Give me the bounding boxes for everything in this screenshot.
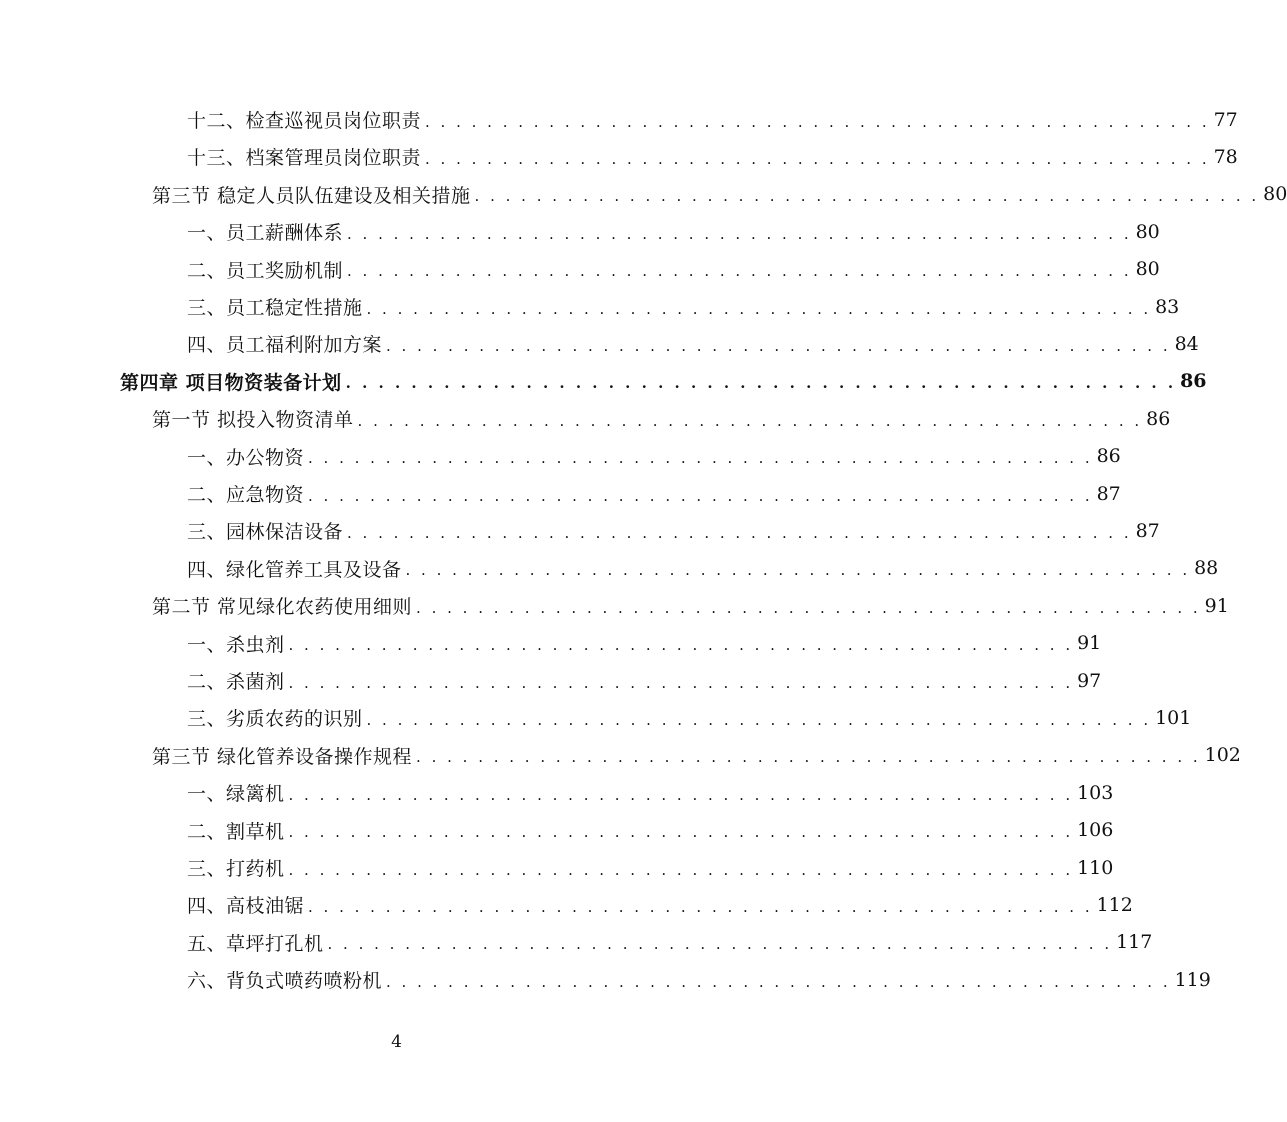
toc-entry-page: 83 [1155, 295, 1180, 318]
toc-dot-leader: . . . . . . . . . . . . . . . . . . . . . . . . . . . . . . . . . . . . . . . . . . . . . . . . . . . [357, 411, 1143, 430]
toc-entry-title: 五、草坪打孔机 [187, 932, 324, 955]
toc-entry-page: 97 [1077, 669, 1102, 692]
toc-dot-leader: . . . . . . . . . . . . . . . . . . . . . . . . . . . . . . . . . . . . . . . . . . . . . . . . . . . [347, 262, 1132, 281]
toc-entry-title: 三、劣质农药的识别 [187, 708, 363, 731]
toc-item-entry[interactable] [187, 438, 1121, 475]
toc-entry-title: 第四章 项目物资装备计划 [120, 371, 342, 394]
toc-entry-title: 四、员工福利附加方案 [187, 334, 383, 357]
toc-entry-title: 四、高枝油锯 [187, 895, 305, 918]
toc-entry-page: 101 [1155, 706, 1192, 729]
toc-dot-leader: . . . . . . . . . . . . . . . . . . . . . . . . . . . . . . . . . . . . . . . . . . . . . . . . . . . [416, 748, 1201, 767]
toc-entry-page: 84 [1174, 332, 1199, 355]
toc-entry-page: 87 [1135, 519, 1160, 542]
toc-entry-page: 86 [1180, 370, 1207, 393]
toc-dot-leader: . . . . . . . . . . . . . . . . . . . . . . . . . . . . . . . . . . . . . . . . . . . . . . . . . . . [416, 598, 1201, 617]
toc-entry-page: 110 [1077, 856, 1114, 879]
toc-dot-leader: . . . . . . . . . . . . . . . . . . . . . . . . . . . . . . . . . . . . . . . . . . . . . . . . . . . [386, 336, 1171, 355]
toc-entry-page: 112 [1096, 893, 1133, 916]
toc-dot-leader: . . . . . . . . . . . . . . . . . . . . . . . . . . . . . . . . . . . . . . . . . . . . . . . . . . . [347, 523, 1132, 542]
toc-item-entry[interactable] [187, 961, 1211, 998]
toc-dot-leader: . . . . . . . . . . . . . . . . . . . . . . . . . . . . . . . . . . . . . . . . . . . . . . . . . . . [345, 374, 1177, 393]
toc-chapter-entry[interactable] [120, 363, 1207, 400]
toc-entry-title: 四、绿化管养工具及设备 [187, 558, 402, 581]
toc-entry-title: 二、应急物资 [187, 484, 305, 506]
toc-entry-title: 第三节 绿化管养设备操作规程 [152, 745, 413, 768]
toc-entry-title: 六、背负式喷药喷粉机 [187, 970, 383, 993]
toc-item-entry[interactable] [187, 774, 1114, 811]
toc-entry-page: 80 [1135, 258, 1160, 281]
toc-entry-title: 一、办公物资 [187, 446, 305, 469]
toc-dot-leader: . . . . . . . . . . . . . . . . . . . . . . . . . . . . . . . . . . . . . . . . . . . . . . . . . . . [308, 897, 1093, 916]
toc-entry-title: 第三节 稳定人员队伍建设及相关措施 [152, 184, 471, 207]
toc-entry-title: 二、割草机 [187, 820, 285, 843]
toc-dot-leader: . . . . . . . . . . . . . . . . . . . . . . . . . . . . . . . . . . . . . . . . . . . . . . . . . . . [308, 449, 1093, 468]
toc-entry-title: 二、杀菌剂 [187, 671, 285, 693]
toc-entry-page: 117 [1116, 931, 1153, 954]
toc-item-entry[interactable] [187, 213, 1160, 250]
toc-entry-page: 86 [1146, 407, 1171, 430]
toc-item-entry[interactable] [187, 251, 1160, 288]
toc-section-entry[interactable] [152, 737, 1241, 774]
toc-item-entry[interactable] [187, 138, 1238, 175]
toc-entry-title: 三、打药机 [187, 858, 285, 880]
toc-section-entry[interactable] [152, 400, 1171, 437]
toc-item-entry[interactable] [187, 550, 1219, 587]
toc-dot-leader: . . . . . . . . . . . . . . . . . . . . . . . . . . . . . . . . . . . . . . . . . . . . . . . . . . . [425, 149, 1210, 168]
toc-entry-title: 一、员工薪酬体系 [187, 222, 344, 245]
toc-dot-leader: . . . . . . . . . . . . . . . . . . . . . . . . . . . . . . . . . . . . . . . . . . . . . . . . . . . [288, 636, 1074, 655]
toc-dot-leader: . . . . . . . . . . . . . . . . . . . . . . . . . . . . . . . . . . . . . . . . . . . . . . . . . . . [425, 112, 1210, 131]
toc-entry-title: 一、杀虫剂 [187, 633, 285, 656]
toc-entry-title: 第一节 拟投入物资清单 [152, 409, 354, 432]
toc-dot-leader: . . . . . . . . . . . . . . . . . . . . . . . . . . . . . . . . . . . . . . . . . . . . . . . . . . . [386, 972, 1171, 991]
toc-item-entry[interactable] [187, 512, 1160, 549]
toc-entry-title: 十二、检查巡视员岗位职责 [187, 110, 422, 132]
toc-dot-leader: . . . . . . . . . . . . . . . . . . . . . . . . . . . . . . . . . . . . . . . . . . . . . . . . . . . [288, 823, 1074, 842]
toc-section-entry[interactable] [152, 176, 1287, 213]
toc-dot-leader: . . . . . . . . . . . . . . . . . . . . . . . . . . . . . . . . . . . . . . . . . . . . . . . . . . . [327, 935, 1113, 954]
toc-item-entry[interactable] [187, 625, 1102, 662]
toc-entry-page: 91 [1077, 632, 1102, 655]
toc-item-entry[interactable] [187, 101, 1238, 138]
toc-item-entry[interactable] [187, 849, 1114, 886]
toc-entry-title: 一、绿篱机 [187, 783, 285, 806]
toc-item-entry[interactable] [187, 886, 1133, 923]
toc-entry-title: 第二节 常见绿化农药使用细则 [152, 596, 413, 619]
toc-entry-page: 77 [1213, 108, 1238, 131]
toc-item-entry[interactable] [187, 288, 1180, 325]
toc-dot-leader: . . . . . . . . . . . . . . . . . . . . . . . . . . . . . . . . . . . . . . . . . . . . . . . . . . . [366, 710, 1152, 729]
page-number: 4 [391, 1032, 402, 1052]
toc-item-entry[interactable] [187, 325, 1199, 362]
toc-section-entry[interactable] [152, 587, 1229, 624]
toc-entry-page: 78 [1213, 145, 1238, 168]
toc-entry-page: 91 [1204, 594, 1229, 617]
toc-dot-leader: . . . . . . . . . . . . . . . . . . . . . . . . . . . . . . . . . . . . . . . . . . . . . . . . . . . [405, 561, 1191, 580]
toc-dot-leader: . . . . . . . . . . . . . . . . . . . . . . . . . . . . . . . . . . . . . . . . . . . . . . . . . . . [308, 486, 1093, 505]
toc-entry-title: 三、员工稳定性措施 [187, 297, 363, 319]
toc-item-entry[interactable] [187, 475, 1121, 512]
toc-entry-page: 88 [1194, 557, 1219, 580]
toc-entry-page: 106 [1077, 819, 1114, 842]
toc-entry-page: 80 [1263, 183, 1287, 206]
toc-item-entry[interactable] [187, 924, 1153, 961]
toc-item-entry[interactable] [187, 699, 1192, 736]
toc-entry-title: 十三、档案管理员岗位职责 [187, 147, 422, 170]
toc-dot-leader: . . . . . . . . . . . . . . . . . . . . . . . . . . . . . . . . . . . . . . . . . . . . . . . . . . . [288, 673, 1074, 692]
toc-entry-title: 三、园林保洁设备 [187, 521, 344, 544]
toc-dot-leader: . . . . . . . . . . . . . . . . . . . . . . . . . . . . . . . . . . . . . . . . . . . . . . . . . . . [366, 299, 1152, 318]
toc-entry-page: 87 [1096, 482, 1121, 505]
toc-dot-leader: . . . . . . . . . . . . . . . . . . . . . . . . . . . . . . . . . . . . . . . . . . . . . . . . . . . [288, 860, 1074, 879]
toc-dot-leader: . . . . . . . . . . . . . . . . . . . . . . . . . . . . . . . . . . . . . . . . . . . . . . . . . . . [288, 785, 1074, 804]
toc-dot-leader: . . . . . . . . . . . . . . . . . . . . . . . . . . . . . . . . . . . . . . . . . . . . . . . . . . . [347, 224, 1132, 243]
toc-entry-page: 86 [1096, 445, 1121, 468]
toc-entry-title: 二、员工奖励机制 [187, 259, 344, 282]
toc-entry-page: 80 [1135, 220, 1160, 243]
toc-entry-page: 103 [1077, 781, 1114, 804]
toc-entry-page: 119 [1174, 968, 1211, 991]
toc-item-entry[interactable] [187, 662, 1102, 699]
toc-entry-page: 102 [1204, 744, 1241, 767]
toc-dot-leader: . . . . . . . . . . . . . . . . . . . . . . . . . . . . . . . . . . . . . . . . . . . . . . . . . . . [474, 187, 1260, 206]
toc-item-entry[interactable] [187, 812, 1114, 849]
